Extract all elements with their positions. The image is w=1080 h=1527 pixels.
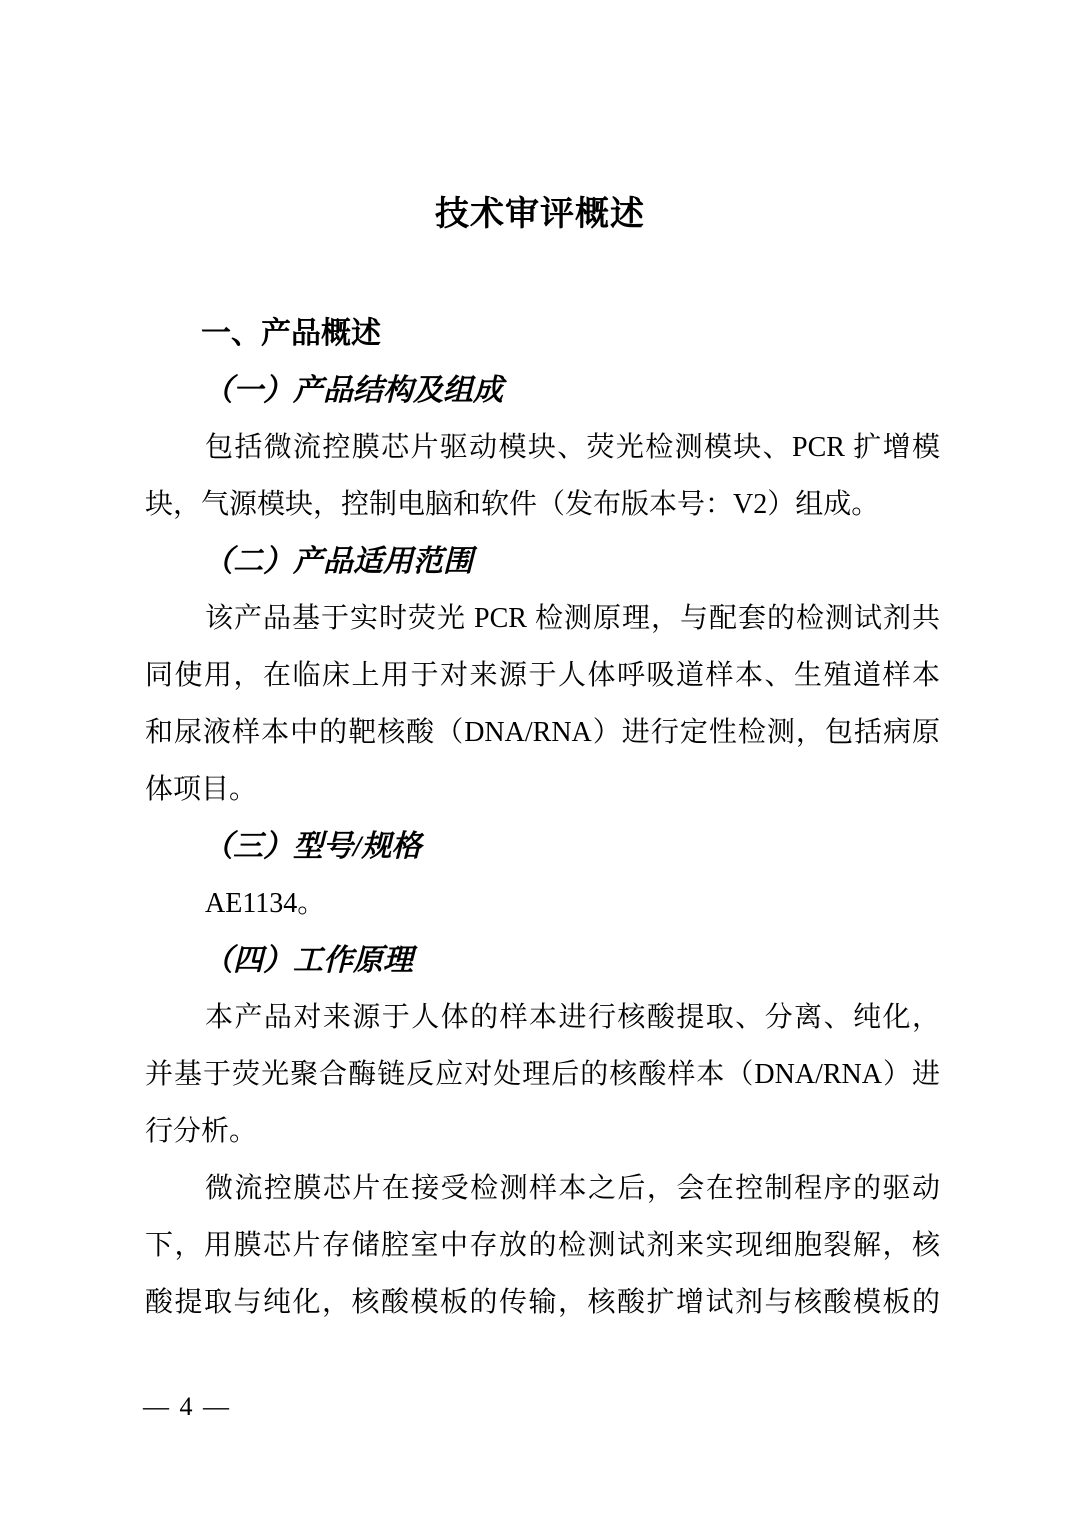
heading-text: 一、产品概述 [201,317,381,350]
text-line: 并基于荧光聚合酶链反应对处理后的核酸样本（DNA/RNA）进 [145,1059,940,1090]
heading-structure-composition [145,362,940,419]
heading-working-principle [145,932,940,989]
text-line: 包括微流控膜芯片驱动模块、荧光检测模块、PCR 扩增模 [205,432,940,463]
paragraph-working-principle-2 [145,1160,940,1331]
page-number: — 4 — [143,1392,231,1421]
text-line: 和尿液样本中的靶核酸（DNA/RNA）进行定性检测，包括病原 [145,717,940,748]
paragraph-working-principle-1 [145,989,940,1160]
paragraph-model-specification [145,875,940,932]
heading-scope-of-application [145,533,940,590]
text-line: 酸提取与纯化，核酸模板的传输，核酸扩增试剂与核酸模板的 [145,1287,940,1318]
text-line: 同使用，在临床上用于对来源于人体呼吸道样本、生殖道样本 [145,660,940,691]
text-line: 本产品对来源于人体的样本进行核酸提取、分离、纯化， [205,1002,940,1033]
document-title: 技术审评概述 [435,196,645,233]
text-line: 块，气源模块，控制电脑和软件（发布版本号：V2）组成。 [145,489,880,520]
document-content [145,305,940,1331]
heading-text: （四）工作原理 [203,944,413,977]
text-line: AE1134。 [205,888,326,919]
heading-product-overview [145,305,940,362]
text-line: 该产品基于实时荧光 PCR 检测原理，与配套的检测试剂共 [205,603,940,634]
text-line: 行分析。 [145,1116,258,1147]
text-line: 体项目。 [145,774,258,805]
paragraph-structure-composition [145,419,940,533]
text-line: 下，用膜芯片存储腔室中存放的检测试剂来实现细胞裂解，核 [145,1230,940,1261]
paragraph-scope-of-application [145,590,940,818]
heading-text: （二）产品适用范围 [203,545,473,578]
heading-model-specification [145,818,940,875]
text-line: 微流控膜芯片在接受检测样本之后，会在控制程序的驱动 [205,1173,940,1204]
heading-text: （三）型号/规格 [203,830,422,863]
heading-text: （一）产品结构及组成 [203,374,503,407]
